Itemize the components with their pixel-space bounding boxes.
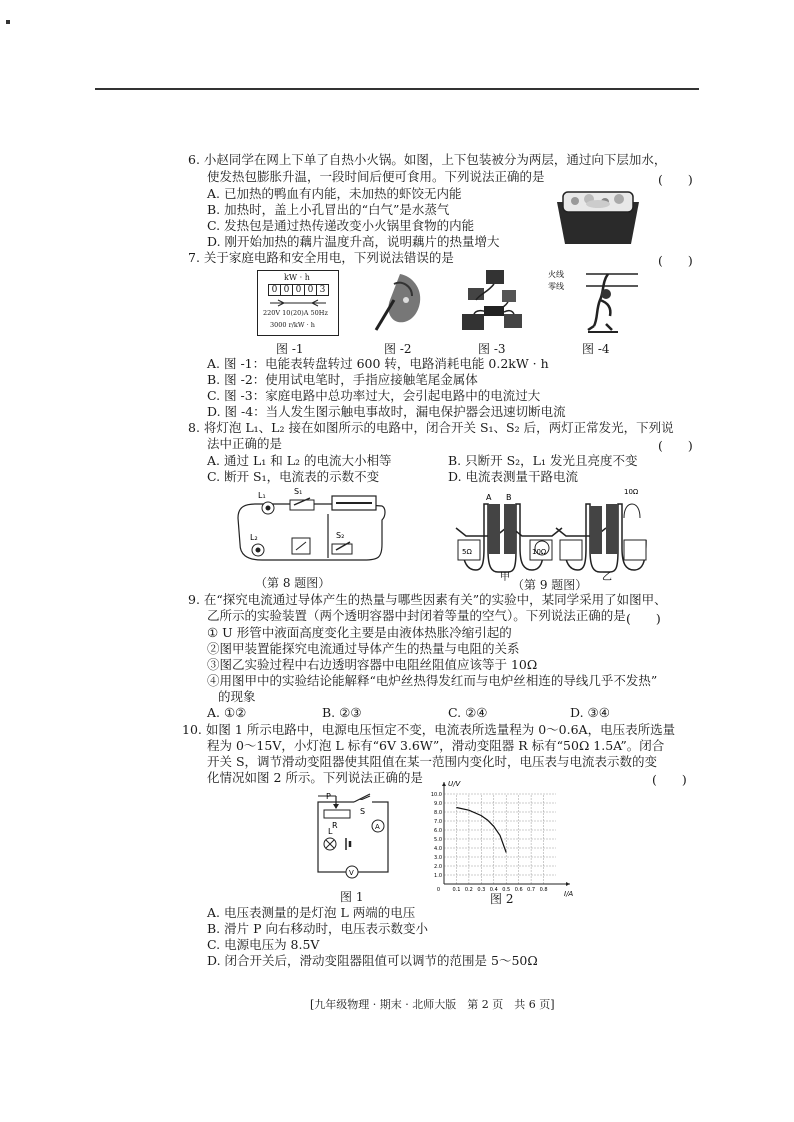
q8-line2: 法中正确的是: [207, 436, 283, 451]
y-tick-label: 3.0: [434, 855, 442, 861]
q6-option-c: C. 发热包是通过热传递改变小火锅里食物的内能: [207, 218, 475, 233]
y-tick-label: 4.0: [434, 846, 442, 852]
x-axis-label: I/A: [564, 890, 574, 898]
q6-option-a: A. 已加热的鸭血有内能，未加热的虾饺无内能: [207, 186, 462, 201]
q10-option-b: B. 滑片 P 向右移动时，电压表示数变小: [207, 921, 428, 936]
y-axis-arrow: [442, 782, 446, 786]
q9-label-10ohm-top: 10Ω: [624, 488, 639, 496]
q9-label-b: B: [506, 493, 512, 502]
q9-option-c: C. ②④: [448, 705, 488, 720]
y-tick-label: 2.0: [434, 864, 442, 870]
electric-shock-figure: [548, 266, 640, 336]
q7-caption-3: 图 -3: [478, 342, 506, 356]
meter-digits: [268, 284, 329, 296]
q6-answer-paren: ( ): [658, 172, 693, 187]
meter-spec: 220V 10(20)A 50Hz: [263, 309, 328, 317]
x-tick-label: 0.2: [464, 887, 473, 893]
q9-statement-4: ④用图甲中的实验结论能解释“电炉丝热得发红而与电炉丝相连的导线几乎不发热”: [207, 673, 658, 688]
q8-option-b: B. 只断开 S₂，L₁ 发光且亮度不变: [448, 453, 638, 468]
q10-fig1-caption: 图 1: [340, 890, 364, 904]
q9-label-10ohm: 10Ω: [532, 548, 547, 556]
energy-meter-figure: [257, 270, 339, 336]
x-tick-label: 0.5: [502, 887, 511, 893]
y-tick-label: 1.0: [434, 873, 442, 879]
q10-circuit-figure: [300, 788, 400, 888]
y-axis-label: U/V: [448, 780, 461, 788]
q7-caption-4: 图 -4: [582, 342, 610, 356]
y-tick-label: 8.0: [434, 810, 442, 816]
header-rule: [95, 88, 699, 90]
x-tick-label: 0.8: [539, 887, 548, 893]
q10-line4: 化情况如图 2 所示。下列说法正确的是: [207, 770, 423, 785]
meter-digit: 0: [293, 285, 305, 295]
q7-stem: 7. 关于家庭电路和安全用电，下列说法错误的是: [188, 250, 454, 265]
q9-statement-1: ① U 形管中液面高度变化主要是由液体热胀冷缩引起的: [207, 625, 512, 640]
q8-label-l2: L₂: [250, 533, 258, 542]
q9-label-yi: 乙: [602, 572, 612, 583]
q8-caption: （第 8 题图）: [255, 576, 331, 590]
q9-answer-paren: ( ): [626, 611, 661, 626]
q6-option-b: B. 加热时，盖上小孔冒出的“白气”是水蒸气: [207, 202, 450, 217]
y-tick-label: 10.0: [430, 792, 442, 798]
q8-label-s2: S₂: [336, 531, 345, 540]
q10-label-s: S: [360, 807, 366, 816]
q9-label-5ohm: 5Ω: [462, 548, 472, 556]
q7-answer-paren: ( ): [658, 253, 693, 268]
meter-digit: 3: [319, 285, 326, 295]
q9-statement-4-cont: 的现象: [218, 689, 256, 704]
q9-option-d: D. ③④: [570, 705, 610, 720]
meter-digit: 0: [305, 285, 317, 295]
q10-option-c: C. 电源电压为 8.5V: [207, 937, 320, 952]
q6-line2: 使发热包膨胀升温，一段时间后便可食用。下列说法正确的是: [207, 169, 545, 184]
page-footer: [九年级物理 · 期末 · 北师大版 第 2 页 共 6 页]: [310, 998, 555, 1011]
meter-digit: 0: [281, 285, 293, 295]
q7-option-b: B. 图 -2：使用试电笔时，手指应接触笔尾金属体: [207, 372, 478, 387]
x-tick-label: 0.7: [527, 887, 536, 893]
q8-label-s1: S₁: [294, 487, 303, 496]
q9-statement-3: ③图乙实验过程中右边透明容器中电阻丝阻值应该等于 10Ω: [207, 657, 538, 672]
meter-disc-icon: [270, 299, 326, 307]
origin-label: 0: [436, 887, 440, 893]
x-tick-label: 0.1: [452, 887, 461, 893]
q8-option-a: A. 通过 L₁ 和 L₂ 的电流大小相等: [207, 453, 392, 468]
q10-answer-paren: ( ): [652, 772, 687, 787]
q9-statement-2: ②图甲装置能探究电流通过导体产生的热量与电阻的关系: [207, 641, 520, 656]
q8-answer-paren: ( ): [658, 438, 693, 453]
neutral-wire-label: 零线: [548, 282, 564, 291]
x-tick-label: 0.6: [514, 887, 523, 893]
meter-digit: 0: [269, 285, 281, 295]
q9-line2: 乙所示的实验装置（两个透明容器中封闭着等量的空气）。下列说法正确的是: [207, 608, 626, 623]
meter-unit: kW · h: [284, 273, 310, 282]
ammeter-icon: A: [375, 823, 380, 831]
q9-caption: （第 9 题图）: [512, 578, 588, 592]
q9-label-jia: 甲: [500, 572, 510, 583]
q7-option-d: D. 图 -4：当人发生图示触电事故时，漏电保护器会迅速切断电流: [207, 404, 566, 419]
q8-option-c: C. 断开 S₁，电流表的示数不变: [207, 469, 380, 484]
q10-line3: 开关 S，调节滑动变阻器使其阻值在某一范围内变化时，电压表与电流表示数的变: [207, 754, 658, 769]
x-tick-label: 0.4: [489, 887, 498, 893]
x-axis-arrow: [566, 882, 570, 886]
q9-option-a: A. ①②: [207, 705, 247, 720]
x-tick-label: 0.3: [477, 887, 486, 893]
q10-ui-chart: [424, 774, 584, 898]
overloaded-socket-figure: [458, 268, 528, 336]
q7-option-a: A. 图 -1：电能表转盘转过 600 转，电路消耗电能 0.2kW · h: [207, 356, 549, 371]
q10-option-a: A. 电压表测量的是灯泡 L 两端的电压: [207, 905, 416, 920]
q8-option-d: D. 电流表测量干路电流: [448, 469, 579, 484]
q9-line1: 9. 在“探究电流通过导体产生的热量与哪些因素有关”的实验中，某同学采用了如图甲、: [188, 592, 667, 607]
hotpot-figure: [553, 188, 643, 250]
q10-line2: 程为 0～15V，小灯泡 L 标有“6V 3.6W”，滑动变阻器 R 标有“50Ω 1.5A”。闭合: [207, 738, 665, 753]
q7-caption-1: 图 -1: [276, 342, 304, 356]
q6-option-d: D. 刚开始加热的藕片温度升高，说明藕片的热量增大: [207, 234, 500, 249]
q8-circuit-figure: [232, 484, 392, 570]
q10-label-p: P: [326, 792, 331, 801]
meter-rev: 3000 r/kW · h: [270, 321, 315, 329]
live-wire-label: 火线: [548, 270, 564, 279]
q6-line1: 6. 小赵同学在网上下单了自热小火锅。如图，上下包装被分为两层，通过向下层加水，: [188, 152, 667, 167]
q10-label-l: L: [328, 827, 333, 836]
q9-apparatus-figure: [452, 484, 648, 583]
voltmeter-icon: V: [349, 869, 354, 877]
q10-option-d: D. 闭合开关后，滑动变阻器阻值可以调节的范围是 5～50Ω: [207, 953, 538, 968]
q9-option-b: B. ②③: [322, 705, 362, 720]
scan-mark: [6, 20, 10, 24]
q7-option-c: C. 图 -3：家庭电路中总功率过大，会引起电路中的电流过大: [207, 388, 541, 403]
q8-line1: 8. 将灯泡 L₁、L₂ 接在如图所示的电路中，闭合开关 S₁、S₂ 后，两灯正常发光，下列说: [188, 420, 674, 435]
q10-label-r: R: [332, 821, 338, 830]
q8-label-l1: L₁: [258, 491, 266, 500]
y-tick-label: 9.0: [434, 801, 442, 807]
q9-label-a: A: [486, 493, 492, 502]
q10-fig2-caption: 图 2: [490, 892, 514, 906]
q7-caption-2: 图 -2: [384, 342, 412, 356]
y-tick-label: 6.0: [434, 828, 442, 834]
q10-line1: 10. 如图 1 所示电路中，电源电压恒定不变，电流表所选量程为 0～0.6A，电压表所选量: [182, 722, 676, 737]
y-tick-label: 5.0: [434, 837, 442, 843]
test-pen-figure: [368, 270, 430, 334]
y-tick-label: 7.0: [434, 819, 442, 825]
